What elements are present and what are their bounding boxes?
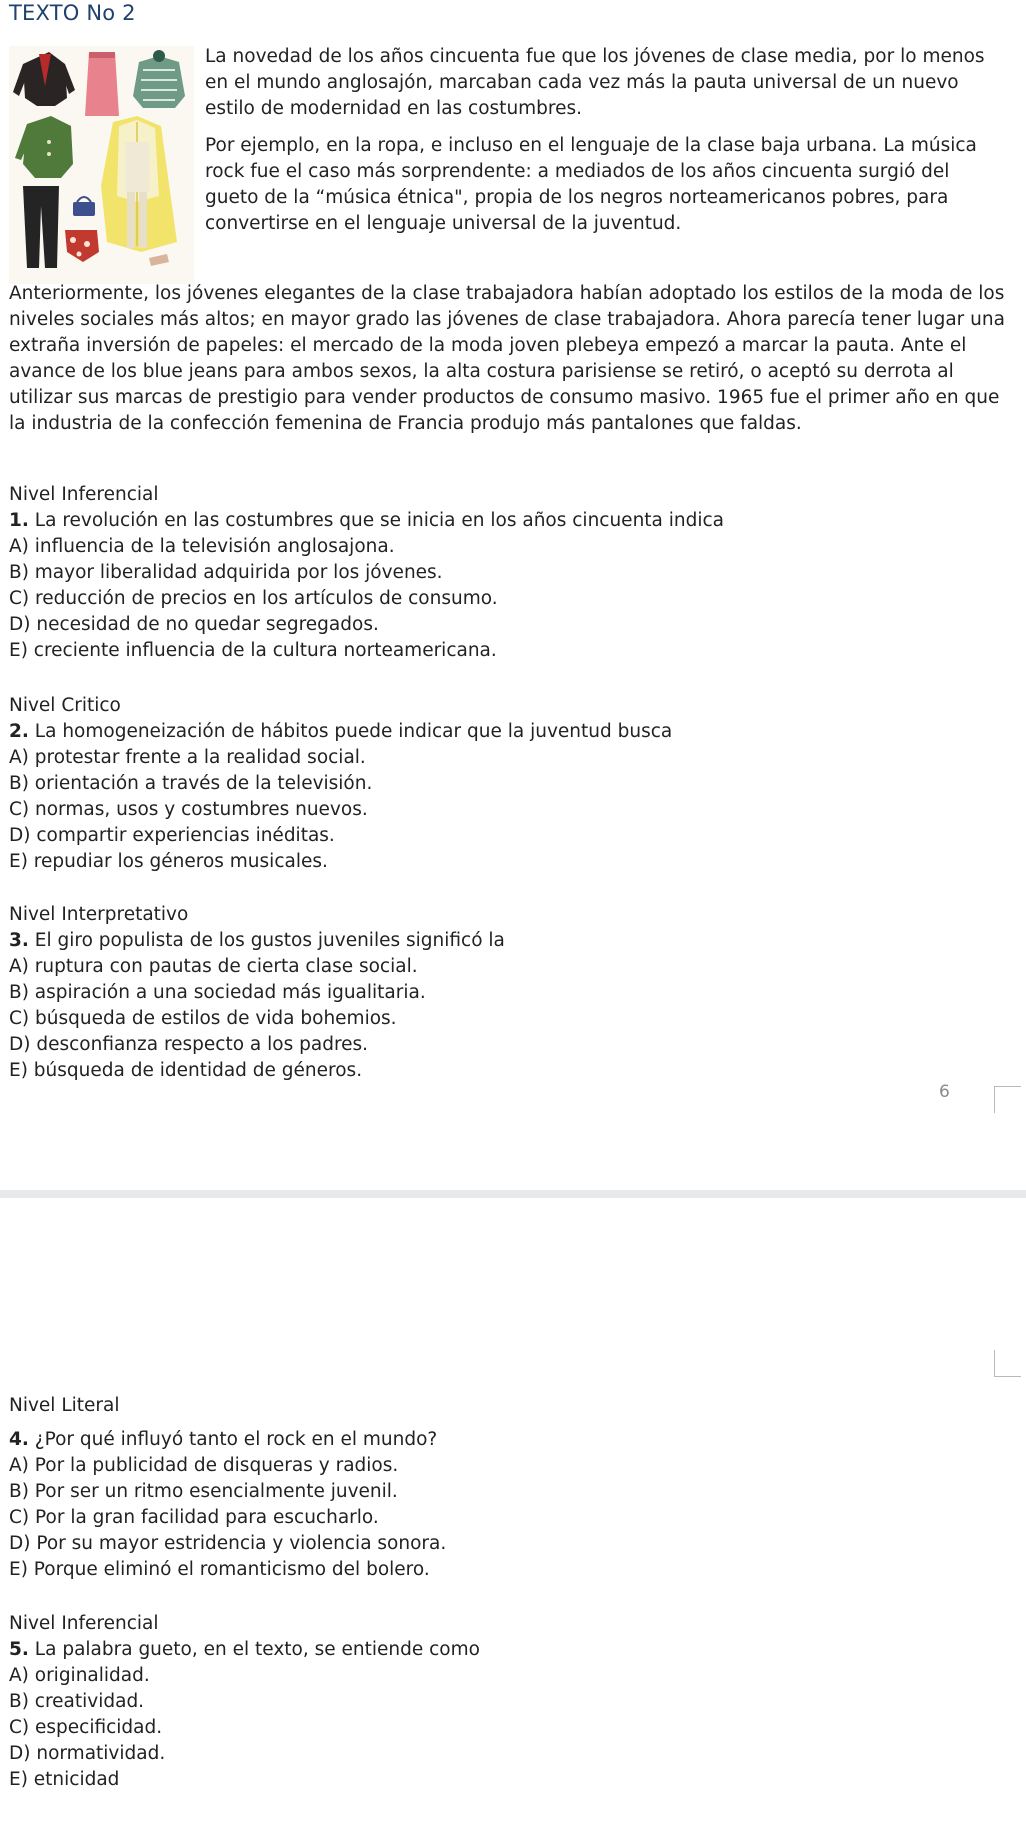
page-number: 6 xyxy=(939,1082,950,1102)
answer-option[interactable]: B) aspiración a una sociedad más igualitaria. xyxy=(9,982,426,1003)
answer-option[interactable]: D) necesidad de no quedar segregados. xyxy=(9,614,379,635)
question-number: 3. xyxy=(9,930,29,951)
question-text xyxy=(9,928,1009,954)
question-text xyxy=(9,1637,1009,1663)
answer-option[interactable]: E) creciente influencia de la cultura norteamericana. xyxy=(9,640,497,661)
answer-option[interactable]: B) Por ser un ritmo esencialmente juvenil. xyxy=(9,1481,398,1502)
answer-option[interactable]: C) normas, usos y costumbres nuevos. xyxy=(9,799,368,820)
answer-option[interactable]: E) etnicidad xyxy=(9,1769,120,1790)
question-number: 2. xyxy=(9,721,29,742)
fashion-paper-doll-illustration xyxy=(9,46,194,284)
answer-option[interactable]: E) búsqueda de identidad de géneros. xyxy=(9,1060,363,1081)
answer-option[interactable]: D) normatividad. xyxy=(9,1743,166,1764)
question-level: Nivel Literal xyxy=(9,1395,120,1416)
answer-option[interactable]: C) Por la gran facilidad para escucharlo. xyxy=(9,1507,379,1528)
question-text xyxy=(9,1427,1009,1453)
page-corner-mark xyxy=(994,1350,1021,1377)
question-level: Nivel Inferencial xyxy=(9,484,159,505)
answer-option[interactable]: B) orientación a través de la televisión. xyxy=(9,773,373,794)
question-stem: El giro populista de los gustos juveniles significó la xyxy=(34,930,505,951)
question-block-1 xyxy=(9,482,1009,664)
question-stem: La homogeneización de hábitos puede indicar que la juventud busca xyxy=(34,721,673,742)
answer-options xyxy=(9,954,1009,1084)
question-text xyxy=(9,719,1009,745)
answer-option[interactable]: C) búsqueda de estilos de vida bohemios. xyxy=(9,1008,397,1029)
question-stem: ¿Por qué influyó tanto el rock en el mundo? xyxy=(34,1429,438,1450)
question-block-2 xyxy=(9,693,1009,875)
question-stem: La revolución en las costumbres que se inicia en los años cincuenta indica xyxy=(34,510,725,531)
answer-option[interactable]: C) especificidad. xyxy=(9,1717,163,1738)
answer-option[interactable]: E) Porque eliminó el romanticismo del bolero. xyxy=(9,1559,430,1580)
answer-option[interactable]: B) mayor liberalidad adquirida por los jóvenes. xyxy=(9,562,443,583)
question-block-5 xyxy=(9,1611,1009,1793)
answer-options xyxy=(9,745,1009,875)
answer-option[interactable]: E) repudiar los géneros musicales. xyxy=(9,851,328,872)
answer-options xyxy=(9,1663,1009,1793)
answer-option[interactable]: D) compartir experiencias inéditas. xyxy=(9,825,335,846)
continuation-paragraph: Anteriormente, los jóvenes elegantes de la clase trabajadora habían adoptado los estilos de la moda de los niveles sociales más altos; en mayor grado las jóvenes de clase trabajadora. Ahora parecía tener lugar una extraña inversión de papeles: el mercado de la moda joven plebeya empezó a marcar la pauta. Ante el avance de los blue jeans para ambos sexos, la alta costura parisiense se retiró, o aceptó su derrota al utilizar sus marcas de prestigio para vender productos de consumo masivo. 1965 fue el primer año en que la industria de la confección femenina de Francia produjo más pantalones que faldas. xyxy=(9,283,1005,434)
answer-options xyxy=(9,534,1009,664)
question-text xyxy=(9,508,1009,534)
page-corner-mark xyxy=(994,1086,1021,1113)
question-block-4 xyxy=(9,1393,1009,1583)
question-block-3 xyxy=(9,902,1009,1084)
intro-paragraph: Por ejemplo, en la ropa, e incluso en el lenguaje de la clase baja urbana. La música rock fue el caso más sorprendente: a mediados de los años cincuenta surgió del gueto de la “música étnica", propia de los negros norteamericanos pobres, para convertirse en el lenguaje universal de la juventud. xyxy=(205,135,977,234)
document-title: TEXTO No 2 xyxy=(9,1,136,25)
answer-option[interactable]: A) influencia de la televisión anglosajona. xyxy=(9,536,395,557)
answer-option[interactable]: C) reducción de precios en los artículos de consumo. xyxy=(9,588,498,609)
answer-option[interactable]: A) protestar frente a la realidad social. xyxy=(9,747,366,768)
question-number: 5. xyxy=(9,1639,29,1660)
pink-skirt-icon xyxy=(85,52,119,116)
intro-paragraph: La novedad de los años cincuenta fue que los jóvenes de clase media, por lo menos en el mundo anglosajón, marcaban cada vez más la pauta universal de un nuevo estilo de modernidad en las costumbres. xyxy=(205,46,985,119)
answer-option[interactable]: D) Por su mayor estridencia y violencia sonora. xyxy=(9,1533,447,1554)
page-separator xyxy=(0,1190,1026,1198)
intro-text xyxy=(205,44,1005,237)
answer-options xyxy=(9,1453,1009,1583)
question-level: Nivel Critico xyxy=(9,695,121,716)
question-level: Nivel Interpretativo xyxy=(9,904,189,925)
answer-option[interactable]: A) Por la publicidad de disqueras y radios. xyxy=(9,1455,399,1476)
answer-option[interactable]: A) ruptura con pautas de cierta clase social. xyxy=(9,956,418,977)
answer-option[interactable]: A) originalidad. xyxy=(9,1665,150,1686)
document-page-2 xyxy=(0,1198,1026,1835)
answer-option[interactable]: B) creatividad. xyxy=(9,1691,145,1712)
question-number: 1. xyxy=(9,510,29,531)
question-stem: La palabra gueto, en el texto, se entiende como xyxy=(34,1639,480,1660)
question-number: 4. xyxy=(9,1429,29,1450)
answer-option[interactable]: D) desconfianza respecto a los padres. xyxy=(9,1034,369,1055)
question-level: Nivel Inferencial xyxy=(9,1613,159,1634)
